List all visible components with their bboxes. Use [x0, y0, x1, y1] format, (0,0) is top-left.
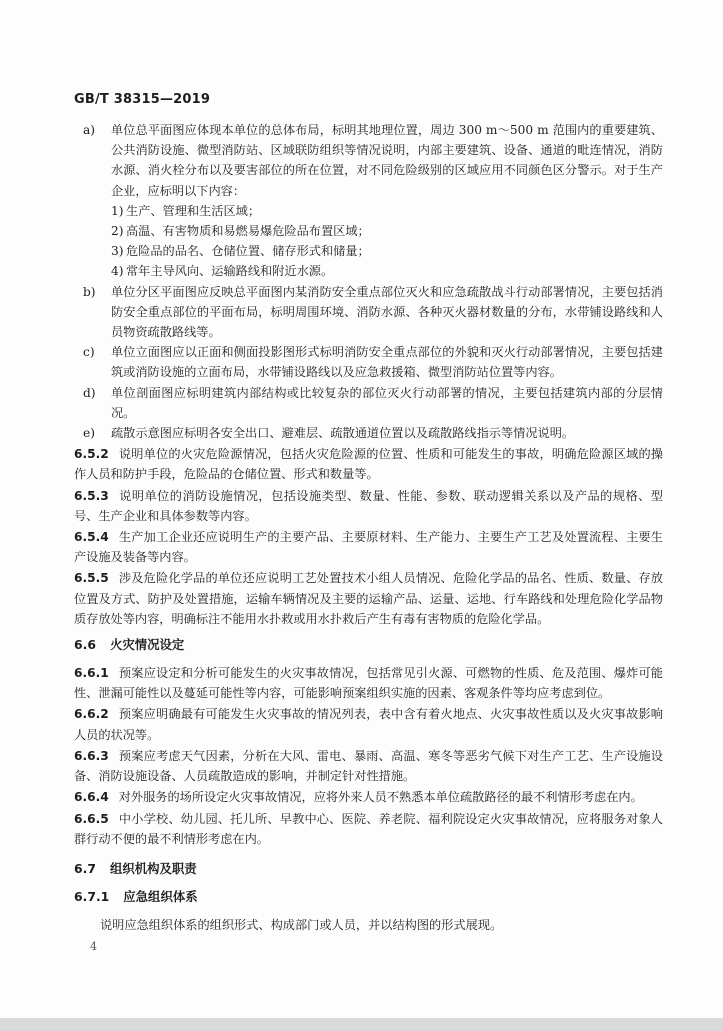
clause-number: 6.6.4 [74, 790, 109, 805]
section-title: 组织机构及职责 [109, 860, 197, 876]
section-number: 6.7 [74, 860, 96, 876]
clause-text: 说明单位的消防设施情况，包括设施类型、数量、性能、参数、联动逻辑关系以及产品的规格、型号、生产企业和具体参数等内容。 [74, 488, 663, 523]
sub-list-item [74, 221, 663, 241]
standard-code: GB/T 38315—2019 [74, 92, 211, 107]
clause [74, 663, 663, 703]
list-item-label: 2) [111, 224, 124, 239]
clause [74, 444, 663, 484]
list-item-text: 危险品的品名、仓储位置、储存形式和储量； [126, 244, 370, 259]
clause-number: 6.5.5 [74, 571, 109, 586]
clause [74, 527, 663, 567]
clause-text: 预案应考虑天气因素，分析在大风、雷电、暴雨、高温、寒冬等恶劣气候下对生产工艺、生产设施设备、消防设施设备、人员疏散造成的影响，并制定针对性措施。 [74, 748, 663, 784]
list-item-text: 单位总平面图应体现本单位的总体布局，标明其地理位置，周边 300 m～500 m 范围内的重要建筑、公共消防设施、微型消防站、区域联防组织等情况说明，内部主要建筑、设备、通道的毗连情况，消防水源、消火栓分布以及要害部位的所在位置，对不同危险级别的区域应用不同颜色区分警示。对于生产企业，应标明以下内容： [111, 123, 663, 198]
paragraph-6-7-1: 说明应急组织体系的组织形式、构成部门或人员，并以结构图的形式展现。 [100, 917, 503, 932]
list-item-label: a) [83, 123, 96, 137]
clause-text: 预案应设定和分析可能发生的火灾事故情况，包括常见引火源、可燃物的性质、危及范围、爆炸可能性、泄漏可能性以及蔓延可能性等内容，可能影响预案组织实施的因素、客观条件等均应考虑到位。 [74, 666, 663, 701]
section-heading-6-7 [74, 859, 663, 879]
list-item-label: d) [83, 385, 96, 400]
sub-list-item [74, 201, 663, 221]
clause-text: 预案应明确最有可能发生火灾事故的情况列表，表中含有着火地点、火灾事故性质以及火灾事故影响人员的状况等。 [74, 707, 663, 742]
clause-number: 6.6.5 [74, 811, 109, 826]
clause-number: 6.5.3 [74, 488, 109, 503]
clause [74, 568, 663, 629]
list-item-text: 生产、管理和生活区域； [126, 203, 261, 218]
clauses-6-5 [74, 444, 663, 629]
list-item-label: e) [83, 426, 95, 441]
sub-list-item [74, 241, 663, 261]
clause-text: 涉及危险化学品的单位还应说明工艺处置技术小组人员情况、危险化学品的品名、性质、数量、存放位置及方式、防护及处置措施，运输车辆情况及主要的运输产品、运量、运地、行车路线和处理危险化学品物质存放处等内容，明确标注不能用水扑救或用水扑救后产生有毒有害物质的危险化学品。 [74, 571, 663, 626]
list-item [74, 282, 663, 343]
list-item-text: 常年主导风向、运输路线和附近水源。 [126, 264, 334, 279]
drawing-requirements-list [74, 120, 663, 443]
list-item-label: 3) [111, 244, 124, 259]
clause-text: 生产加工企业还应说明生产的主要产品、主要原材料、生产能力、主要生产工艺及处置流程、主要生产设施及装备等内容。 [74, 530, 663, 565]
list-item-text: 单位立面图应以正面和侧面投影图形式标明消防安全重点部位的外貌和灭火行动部署情况，主要包括建筑或消防设施的立面布局，水带铺设路线以及应急救援箱、微型消防站位置等内容。 [111, 345, 663, 380]
list-item-text: 疏散示意图应标明各安全出口、避难层、疏散通道位置以及疏散路线指示等情况说明。 [111, 426, 575, 441]
section-heading-6-7-1 [74, 887, 663, 907]
clause-text: 对外服务的场所设定火灾事故情况，应将外来人员不熟悉本单位疏散路径的最不利情形考虑在内。 [118, 790, 643, 805]
list-item [74, 423, 663, 443]
section-number: 6.7.1 [74, 888, 110, 904]
section-title: 应急组织体系 [123, 888, 198, 904]
clause-text: 说明单位的火灾危险源情况，包括火灾危险源的位置、性质和可能发生的事故，明确危险源区域的操作人员和防护手段，危险品的仓储位置、形式和数量等。 [74, 447, 663, 482]
clause-text: 中小学校、幼儿园、托儿所、早教中心、医院、养老院、福利院设定火灾事故情况，应将服务对象人群行动不便的最不利情形考虑在内。 [74, 811, 663, 846]
section-number: 6.6 [74, 637, 96, 653]
clauses-6-6 [74, 663, 663, 849]
list-item [74, 383, 663, 423]
list-item-label: b) [83, 284, 96, 299]
clause-number: 6.5.2 [74, 447, 109, 462]
list-item-text: 高温、有害物质和易燃易爆危险品布置区域； [126, 224, 370, 239]
list-item-label: c) [83, 345, 95, 360]
page-number: 4 [90, 940, 97, 953]
sub-list-item [74, 261, 663, 281]
list-item [74, 342, 663, 382]
list-item-label: 1) [111, 203, 124, 218]
clause [74, 746, 663, 786]
document-body [74, 120, 663, 935]
clause [74, 704, 663, 744]
clause [74, 809, 663, 849]
section-heading-6-6 [74, 635, 663, 655]
clause-number: 6.6.2 [74, 707, 109, 722]
list-item-text: 单位剖面图应标明建筑内部结构或比较复杂的部位灭火行动部署的情况，主要包括建筑内部的分层情况。 [111, 385, 663, 420]
clause [74, 787, 663, 807]
list-item [74, 120, 663, 201]
scan-edge [0, 1018, 723, 1031]
clause-number: 6.6.1 [74, 666, 109, 681]
list-item-text: 单位分区平面图应反映总平面图内某消防安全重点部位灭火和应急疏散战斗行动部署情况，主要包括消防安全重点部位的平面布局，标明周围环境、消防水源、各种灭火器材数量的分布，水带铺设路线和人员物资疏散路线等。 [111, 284, 663, 340]
section-title: 火灾情况设定 [109, 637, 185, 653]
list-item-label: 4) [111, 264, 124, 279]
clause-number: 6.5.4 [74, 530, 109, 545]
clause-number: 6.6.3 [74, 748, 109, 763]
clause [74, 486, 663, 526]
